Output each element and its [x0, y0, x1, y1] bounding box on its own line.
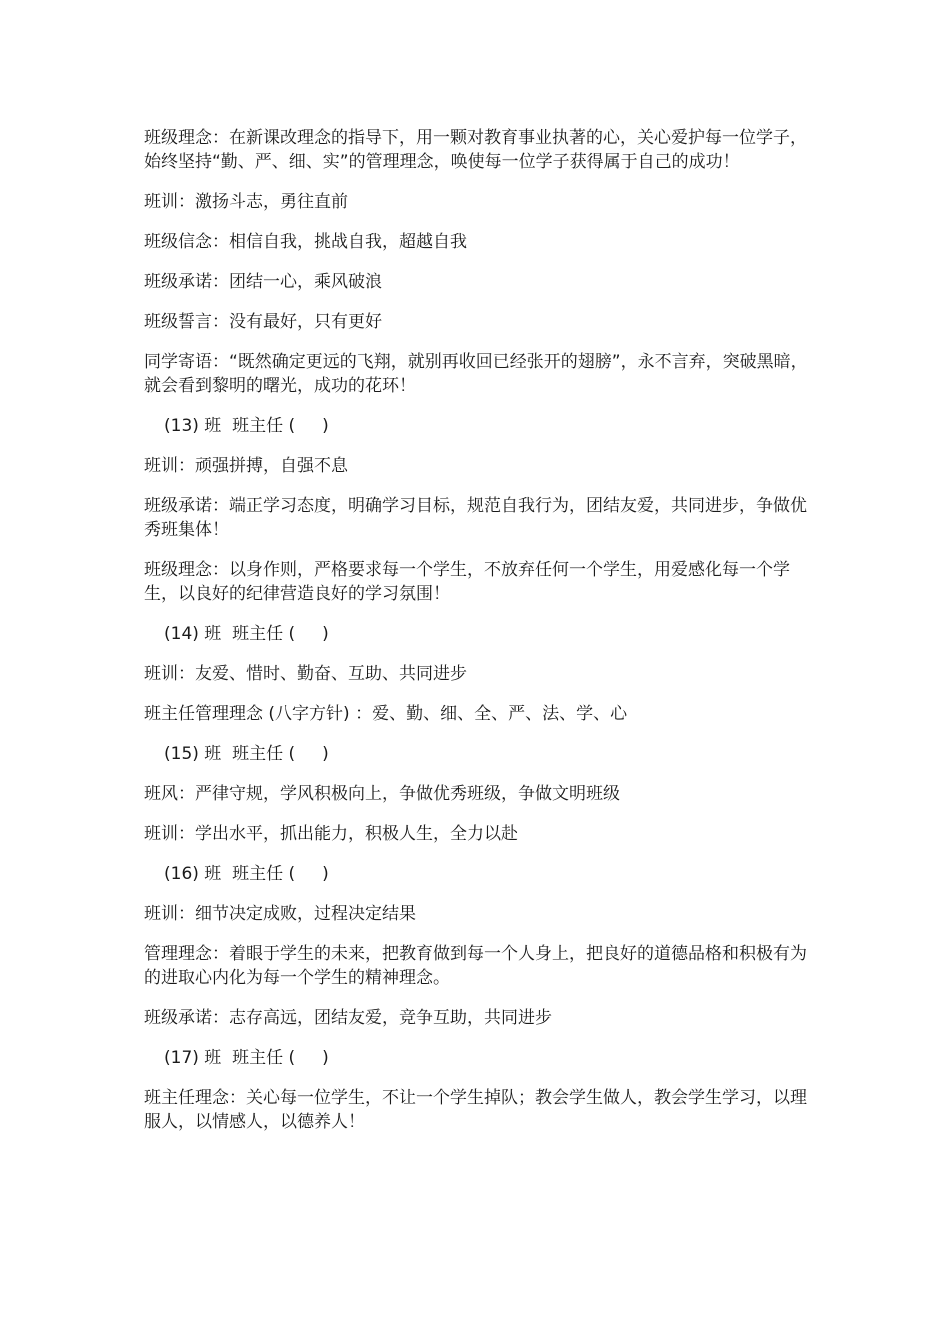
section-heading-class-15: (15) 班 班主任 ( ) [164, 744, 329, 764]
paragraph-classmate-message: 同学寄语：“既然确定更远的飞翔，就别再收回已经张开的翅膀”，永不言弃，突破黑暗，就会看到黎明的曙光，成功的花环！ [144, 352, 808, 396]
paragraph-class-14-management: 班主任管理理念 (八字方针) ：爱、勤、细、全、严、法、学、心 [144, 704, 628, 724]
paragraph-class-15-motto: 班训：学出水平，抓出能力，积极人生，全力以赴 [144, 824, 518, 844]
paragraph-class-13-promise: 班级承诺：端正学习态度，明确学习目标，规范自我行为，团结友爱，共同进步，争做优秀班集体！ [144, 496, 807, 540]
paragraph-class-16-management: 管理理念：着眼于学生的未来，把教育做到每一个人身上，把良好的道德品格和积极有为的进取心内化为每一个学生的精神理念。 [144, 944, 807, 988]
paragraph-class-belief: 班级信念：相信自我，挑战自我，超越自我 [144, 232, 467, 252]
document-body [144, 126, 812, 1150]
paragraph-class-17-philosophy: 班主任理念：关心每一位学生，不让一个学生掉队；教会学生做人，教会学生学习，以理服人，以情感人，以德养人！ [144, 1088, 807, 1132]
section-heading-class-16: (16) 班 班主任 ( ) [164, 864, 329, 884]
paragraph-class-16-motto: 班训：细节决定成败，过程决定结果 [144, 904, 416, 924]
section-heading-class-14: (14) 班 班主任 ( ) [164, 624, 329, 644]
section-heading-class-17: (17) 班 班主任 ( ) [164, 1048, 329, 1068]
paragraph-class-16-promise: 班级承诺：志存高远，团结友爱，竞争互助，共同进步 [144, 1008, 552, 1028]
paragraph-class-oath: 班级誓言：没有最好，只有更好 [144, 312, 382, 332]
paragraph-class-15-style: 班风：严律守规，学风积极向上，争做优秀班级，争做文明班级 [144, 784, 620, 804]
paragraph-class-13-motto: 班训：顽强拼搏，自强不息 [144, 456, 348, 476]
paragraph-class-promise: 班级承诺：团结一心，乘风破浪 [144, 272, 382, 292]
paragraph-class-13-philosophy: 班级理念：以身作则，严格要求每一个学生，不放弃任何一个学生，用爱感化每一个学生，以良好的纪律营造良好的学习氛围！ [144, 560, 790, 604]
paragraph-class-philosophy: 班级理念：在新课改理念的指导下，用一颗对教育事业执著的心，关心爱护每一位学子，始终坚持“勤、严、细、实”的管理理念，唤使每一位学子获得属于自己的成功！ [144, 128, 807, 172]
section-heading-class-13: (13) 班 班主任 ( ) [164, 416, 329, 436]
paragraph-class-motto: 班训：激扬斗志，勇往直前 [144, 192, 348, 212]
paragraph-class-14-motto: 班训：友爱、惜时、勤奋、互助、共同进步 [144, 664, 467, 684]
